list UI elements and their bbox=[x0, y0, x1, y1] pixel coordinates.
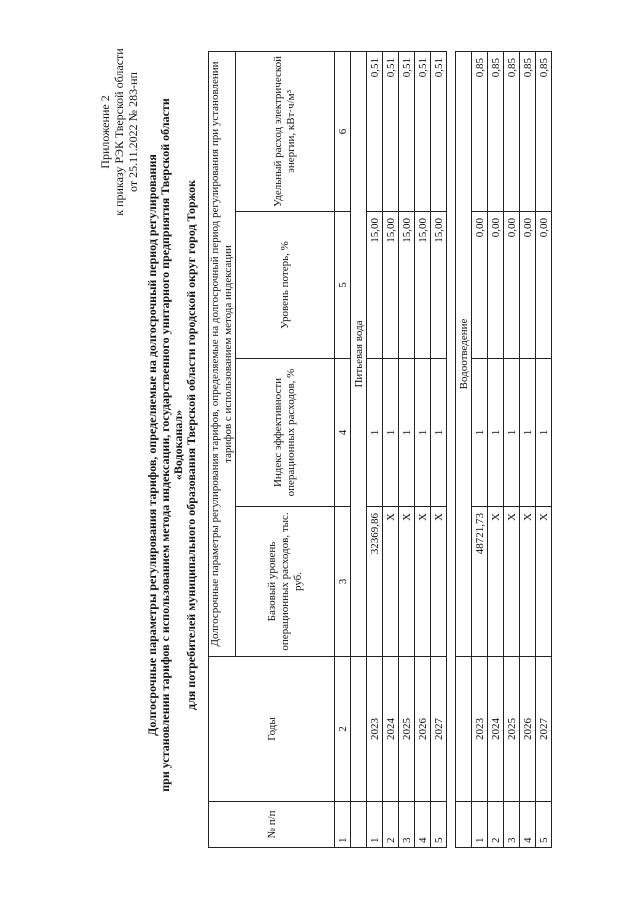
section-title: Водоотведение bbox=[456, 51, 472, 656]
row-number: 1 bbox=[472, 802, 488, 848]
row-losses: 0,00 bbox=[472, 212, 488, 359]
column-number: 2 bbox=[335, 657, 351, 802]
column-number-row bbox=[335, 51, 351, 847]
row-year: 2023 bbox=[472, 657, 488, 802]
title-line-2: при установлении тарифов с использованием метода индексации, государственного унитарного предприятия Тверской области «Водоканал» bbox=[158, 98, 185, 792]
header-num: № п/п bbox=[209, 802, 335, 848]
section-spacer bbox=[447, 51, 456, 847]
section-header-row bbox=[351, 51, 367, 847]
row-number: 3 bbox=[399, 802, 415, 848]
document-title bbox=[146, 85, 198, 805]
row-energy: 0,51 bbox=[383, 51, 399, 211]
appendix-note bbox=[98, 27, 140, 237]
row-losses: 15,00 bbox=[431, 212, 447, 359]
row-year: 2023 bbox=[367, 657, 383, 802]
row-year: 2026 bbox=[415, 657, 431, 802]
row-base-opex: 32369,86 bbox=[367, 507, 383, 657]
row-base-opex: Х bbox=[520, 507, 536, 657]
row-year: 2025 bbox=[504, 657, 520, 802]
row-efficiency-index: 1 bbox=[431, 359, 447, 507]
row-losses: 0,00 bbox=[488, 212, 504, 359]
row-losses: 15,00 bbox=[367, 212, 383, 359]
row-base-opex: Х bbox=[504, 507, 520, 657]
row-energy: 0,51 bbox=[431, 51, 447, 211]
section-blank bbox=[351, 802, 367, 848]
header-base: Базовый уровень операционных расходов, тыс. руб. bbox=[236, 507, 335, 657]
row-energy: 0,85 bbox=[504, 51, 520, 211]
column-number: 6 bbox=[335, 51, 351, 211]
table-row bbox=[520, 51, 536, 847]
row-number: 4 bbox=[415, 802, 431, 848]
row-base-opex: Х bbox=[536, 507, 552, 657]
row-losses: 0,00 bbox=[504, 212, 520, 359]
section-blank bbox=[351, 657, 367, 802]
section-blank bbox=[456, 657, 472, 802]
column-number: 1 bbox=[335, 802, 351, 848]
row-base-opex: 48721,73 bbox=[472, 507, 488, 657]
row-losses: 0,00 bbox=[520, 212, 536, 359]
section-blank bbox=[456, 802, 472, 848]
row-number: 2 bbox=[488, 802, 504, 848]
row-energy: 0,51 bbox=[415, 51, 431, 211]
row-year: 2024 bbox=[383, 657, 399, 802]
row-energy: 0,51 bbox=[367, 51, 383, 211]
row-efficiency-index: 1 bbox=[472, 359, 488, 507]
parameters-table bbox=[208, 51, 552, 848]
table-row bbox=[536, 51, 552, 847]
row-number: 3 bbox=[504, 802, 520, 848]
table-row bbox=[367, 51, 383, 847]
header-index: Индекс эффективности операционных расходов, % bbox=[236, 359, 335, 507]
row-energy: 0,85 bbox=[536, 51, 552, 211]
header-group: Долгосрочные параметры регулирования тарифов, определяемые на долгосрочный период регулирования при установлении тарифов с использованием метода индексации bbox=[209, 51, 236, 656]
row-base-opex: Х bbox=[399, 507, 415, 657]
row-energy: 0,85 bbox=[520, 51, 536, 211]
column-number: 4 bbox=[335, 359, 351, 507]
spacer-cell bbox=[447, 51, 456, 847]
row-year: 2027 bbox=[431, 657, 447, 802]
row-efficiency-index: 1 bbox=[399, 359, 415, 507]
title-line-3: для потребителей муниципального образования Тверской области городской округ город Торжок bbox=[184, 180, 198, 710]
row-efficiency-index: 1 bbox=[488, 359, 504, 507]
row-year: 2027 bbox=[536, 657, 552, 802]
table-row bbox=[399, 51, 415, 847]
header-years: Годы bbox=[209, 657, 335, 802]
row-efficiency-index: 1 bbox=[536, 359, 552, 507]
column-number: 5 bbox=[335, 212, 351, 359]
appendix-line-2: к приказу РЭК Тверской области bbox=[112, 48, 126, 216]
row-energy: 0,85 bbox=[472, 51, 488, 211]
table-row bbox=[383, 51, 399, 847]
appendix-line-1: Приложение 2 bbox=[98, 95, 112, 169]
row-number: 1 bbox=[367, 802, 383, 848]
title-line-1: Долгосрочные параметры регулирования тарифов, определяемые на долгосрочный период регулирования bbox=[145, 154, 159, 736]
row-number: 4 bbox=[520, 802, 536, 848]
row-losses: 15,00 bbox=[383, 212, 399, 359]
row-losses: 15,00 bbox=[415, 212, 431, 359]
row-efficiency-index: 1 bbox=[415, 359, 431, 507]
row-year: 2024 bbox=[488, 657, 504, 802]
row-base-opex: Х bbox=[431, 507, 447, 657]
section-header-row bbox=[456, 51, 472, 847]
header-energy: Удельный расход электрической энергии, кВт·ч/м³ bbox=[236, 51, 335, 211]
row-year: 2026 bbox=[520, 657, 536, 802]
row-energy: 0,85 bbox=[488, 51, 504, 211]
header-row-group bbox=[209, 51, 236, 847]
row-efficiency-index: 1 bbox=[520, 359, 536, 507]
row-losses: 0,00 bbox=[536, 212, 552, 359]
table-row bbox=[472, 51, 488, 847]
row-energy: 0,51 bbox=[399, 51, 415, 211]
section-title: Питьевая вода bbox=[351, 51, 367, 656]
row-losses: 15,00 bbox=[399, 212, 415, 359]
appendix-line-3: от 25.11.2022 № 283-нп bbox=[126, 72, 140, 192]
table-row bbox=[504, 51, 520, 847]
table-row bbox=[415, 51, 431, 847]
row-efficiency-index: 1 bbox=[504, 359, 520, 507]
row-number: 5 bbox=[536, 802, 552, 848]
table-row bbox=[431, 51, 447, 847]
row-number: 2 bbox=[383, 802, 399, 848]
row-base-opex: Х bbox=[488, 507, 504, 657]
row-year: 2025 bbox=[399, 657, 415, 802]
table-row bbox=[488, 51, 504, 847]
row-number: 5 bbox=[431, 802, 447, 848]
row-efficiency-index: 1 bbox=[367, 359, 383, 507]
row-base-opex: Х bbox=[415, 507, 431, 657]
header-losses: Уровень потерь, % bbox=[236, 212, 335, 359]
row-efficiency-index: 1 bbox=[383, 359, 399, 507]
column-number: 3 bbox=[335, 507, 351, 657]
row-base-opex: Х bbox=[383, 507, 399, 657]
